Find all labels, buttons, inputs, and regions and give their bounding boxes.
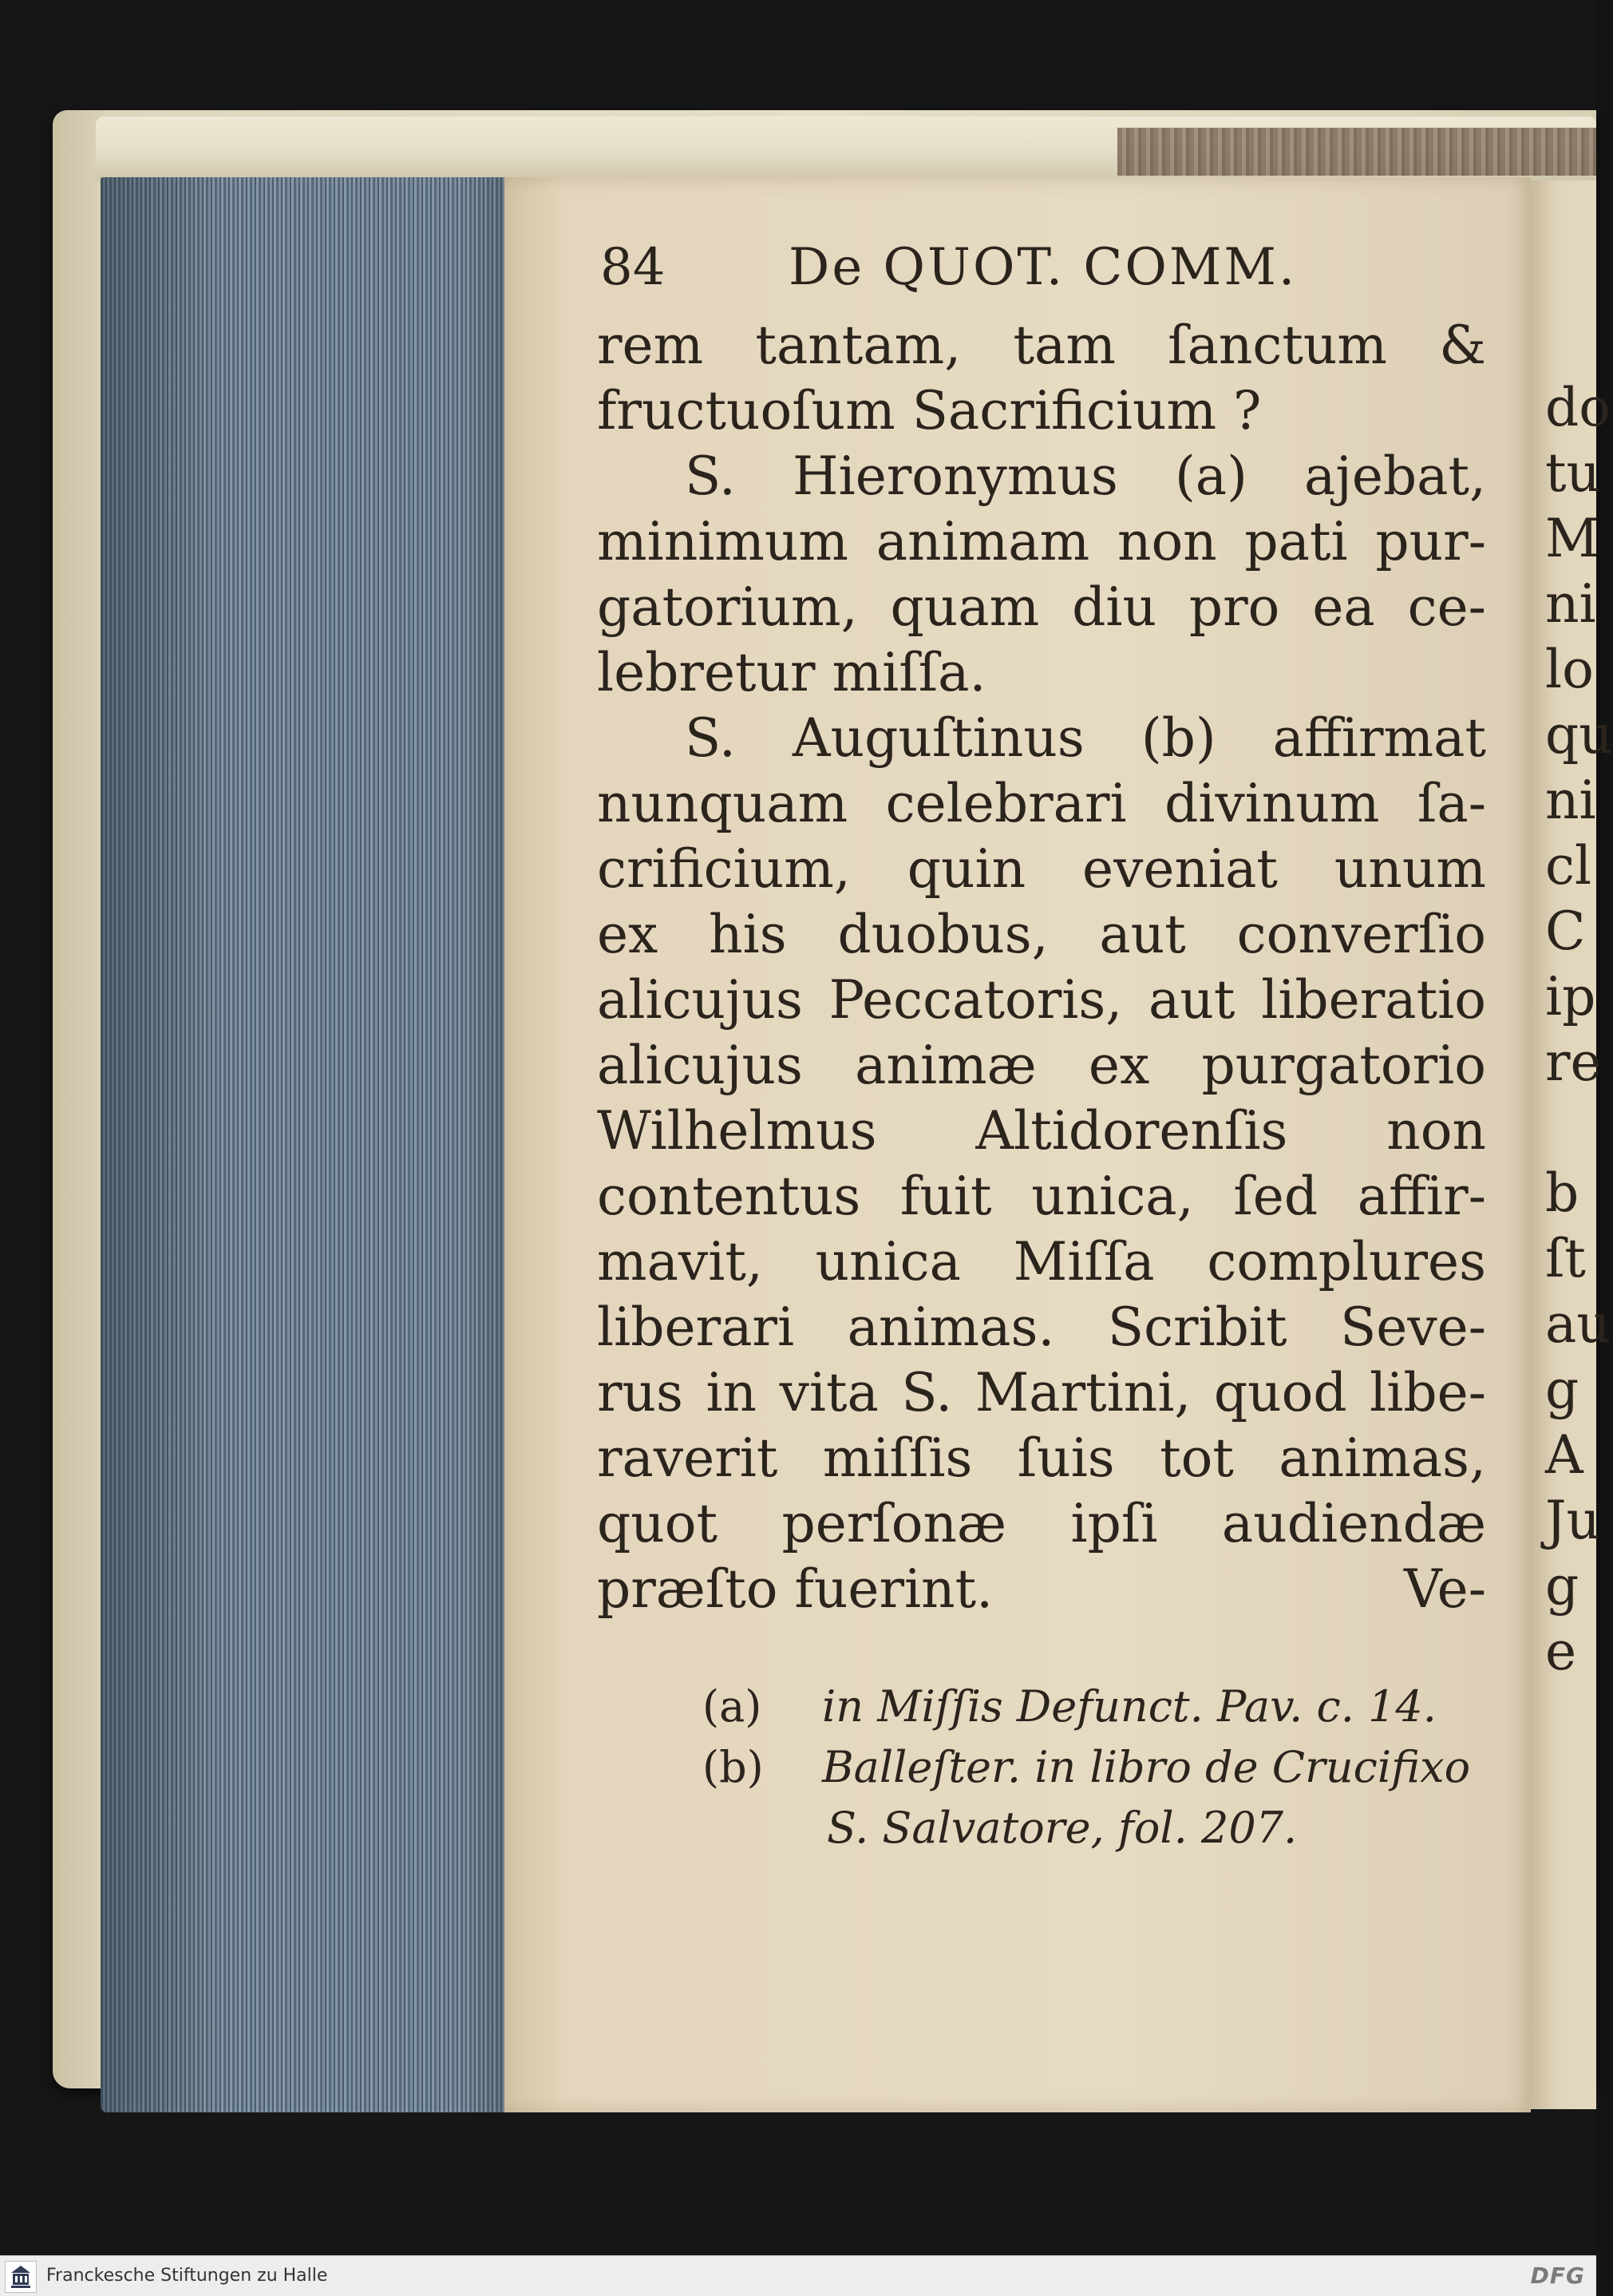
- facing-line: A: [1545, 1424, 1583, 1486]
- viewer-footer: [0, 2255, 1596, 2296]
- facing-line: M: [1545, 508, 1599, 569]
- institution-logo-icon: [5, 2261, 37, 2293]
- text-line: quot perſonæ ipſi audiendæ: [597, 1493, 1486, 1554]
- facing-line: lo: [1545, 639, 1594, 700]
- facing-line: C: [1545, 901, 1586, 962]
- facing-line: ni: [1545, 573, 1596, 635]
- facing-line: au: [1545, 1293, 1611, 1355]
- text-line: alicujus Peccatoris, aut liberatio: [597, 969, 1486, 1031]
- facing-line: cl: [1545, 835, 1592, 897]
- facing-line: qu: [1545, 704, 1613, 766]
- text-line: gatorium, quam diu pro ea ce-: [597, 576, 1486, 638]
- facing-line: Ju: [1545, 1490, 1600, 1551]
- institution-name: Franckesche Stiftungen zu Halle: [46, 2266, 328, 2286]
- facing-line: tu: [1545, 442, 1601, 504]
- text-line: fructuoſum Sacrificium ?: [597, 380, 1262, 441]
- footnote: [702, 1676, 1469, 1737]
- body-text: [597, 313, 1486, 1622]
- footnote-marker: (a): [702, 1681, 762, 1732]
- dfg-logo: DFG: [1530, 2262, 1585, 2289]
- page-block-shade: [101, 177, 527, 2112]
- text-line: præſto fuerint.: [597, 1558, 994, 1620]
- text-line: Wilhelmus Altidorenſis non: [597, 1100, 1486, 1162]
- text-line: mavit, unica Miſſa complures: [597, 1231, 1486, 1292]
- running-title: De QUOT. COMM.: [789, 238, 1298, 297]
- facing-line: g: [1545, 1359, 1579, 1420]
- running-head: [600, 232, 1478, 303]
- text-line: S. Auguſtinus (b) affirmat: [685, 707, 1486, 769]
- text-line: crificium, quin eveniat unum: [597, 838, 1486, 900]
- facing-page-text: [1545, 375, 1613, 1684]
- spine-band: [1117, 128, 1596, 176]
- footnote-marker: (b): [702, 1742, 764, 1792]
- text-line: raverit miſſis ſuis tot animas,: [597, 1427, 1486, 1489]
- text-line: ex his duobus, aut converſio: [597, 904, 1486, 965]
- facing-line: ni: [1545, 770, 1596, 831]
- footnote-text: Balleſter. in libro de Crucifixo: [822, 1742, 1471, 1792]
- facing-line: e: [1545, 1621, 1577, 1682]
- text-line: S. Hieronymus (a) ajebat,: [685, 445, 1486, 507]
- footnote-text: in Miſſis Defunct. Pav. c. 14.: [822, 1681, 1437, 1732]
- facing-line: [1545, 1095, 1596, 1161]
- text-line: alicujus animæ ex purgatorio: [597, 1035, 1486, 1096]
- text-line: minimum animam non pati pur-: [597, 511, 1486, 572]
- footnote-continuation: [702, 1798, 1469, 1859]
- text-line: rus in vita S. Martini, quod libe-: [597, 1362, 1486, 1423]
- text-line: lebretur miſſa.: [597, 642, 986, 703]
- facing-line: ſt: [1545, 1228, 1586, 1289]
- page-number: 84: [600, 238, 666, 297]
- text-line: contentus fuit unica, ſed affir-: [597, 1166, 1486, 1227]
- footnotes: [702, 1676, 1469, 1859]
- facing-line: do: [1545, 377, 1611, 438]
- text-line-with-catchword: [597, 1557, 1486, 1622]
- catchword: Ve-: [1404, 1558, 1486, 1620]
- text-line: liberari animas. Scribit Seve-: [597, 1296, 1486, 1358]
- footnote-text: S. Salvatore, fol. 207.: [827, 1803, 1298, 1853]
- facing-line: re: [1545, 1031, 1602, 1093]
- facing-line: b: [1545, 1162, 1579, 1224]
- text-line: rem tantam, tam ſanctum &: [597, 315, 1486, 376]
- facing-line: ip: [1545, 966, 1596, 1027]
- footnote: [702, 1737, 1469, 1798]
- facing-line: g: [1545, 1555, 1579, 1617]
- text-line: nunquam celebrari divinum ſa-: [597, 773, 1486, 834]
